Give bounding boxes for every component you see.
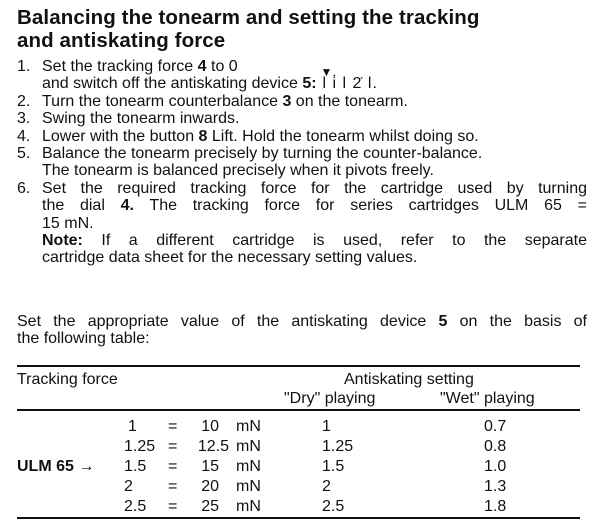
step-number: 1. [17,58,31,75]
header-tracking-force: Tracking force [17,371,118,388]
step-3-line: Swing the tonearm inwards. [42,110,240,128]
cell-wet: 0.7 [484,418,507,435]
cell-force: 2.5 [124,498,147,515]
note-label: Note: [42,232,83,250]
step-6 [17,180,587,267]
step-5-line-2: The tonearm is balanced precisely when it pivots freely. [42,162,434,180]
cell-eq: = [168,458,178,475]
intro-line-1: Set the appropriate value of the antiskating device 5 on the basis of [17,313,587,330]
cell-eq: = [168,498,178,515]
cell-wet: 1.0 [484,458,507,475]
title-line-1: Balancing the tonearm and setting the tracking [17,6,480,29]
cell-eq: = [168,418,178,435]
cell-unit: mN [236,438,261,455]
note-line-2: cartridge data sheet for the necessary setting values. [42,249,418,267]
step-1 [17,58,587,93]
cell-dry: 1.25 [322,438,354,455]
instruction-steps [17,58,587,267]
step-number: 2. [17,92,31,110]
step-6-line-3: 15 mN. [42,214,94,232]
step-number: 3. [17,110,31,128]
step-5 [17,145,587,180]
cell-mn-value: 12.5 [197,438,229,455]
row-label-ulm65: ULM 65 → [17,458,95,475]
title-line-2: and antiskating force [17,29,226,52]
note-line-1: Note: If a different cartridge is used, refer to the separate [42,232,587,250]
step-number: 4. [17,127,31,145]
header-wet-playing: "Wet" playing [440,390,535,407]
cell-eq: = [168,438,178,455]
antiskating-scale-symbol: ▼ l i̇ l 2̇ l. [320,65,378,93]
step-number: 6. [17,179,31,197]
cell-force: 2 [124,478,133,495]
step-3 [17,110,587,127]
cell-dry: 1.5 [322,458,345,475]
cell-mn-value: 25 [201,498,219,515]
section-title [17,6,587,52]
step-5-line-1: Balance the tonearm precisely by turning the counter-balance. [42,145,483,163]
step-6-line-2: the dial 4. The tracking force for series cartridges ULM 65 = [42,197,587,215]
cell-unit: mN [236,478,261,495]
cell-mn-value: 10 [201,418,219,435]
step-1-line-2: and switch off the antiskating device 5: ▼ l i̇ l 2̇ l. [42,65,378,93]
cell-unit: mN [236,418,261,435]
intro-line-2: the following table: [17,330,150,348]
header-dry-playing: "Dry" playing [284,390,376,407]
cell-dry: 1 [322,418,331,435]
cell-unit: mN [236,458,261,475]
step-1-line-1: Set the tracking force 4 to 0 [42,58,238,75]
step-4-line: Lower with the button 8 Lift. Hold the tonearm whilst doing so. [42,127,479,145]
cell-mn-value: 15 [201,458,219,475]
cell-unit: mN [236,498,261,515]
table-header-rule [17,409,580,411]
step-4 [17,128,587,145]
cell-wet: 1.8 [484,498,507,515]
step-number: 5. [17,145,31,163]
pointer-triangle-icon: ▼ [320,65,334,80]
cell-wet: 1.3 [484,478,507,495]
cell-wet: 0.8 [484,438,507,455]
header-antiskating-setting: Antiskating setting [344,371,474,388]
table-intro [17,313,587,348]
cell-mn-value: 20 [201,478,219,495]
cell-force: 1.25 [124,438,156,455]
table-bottom-rule [17,517,580,519]
step-6-line-1: Set the required tracking force for the cartridge used by turning [42,179,587,197]
cell-dry: 2.5 [322,498,345,515]
cell-force: 1.5 [124,458,147,475]
cell-eq: = [168,478,178,495]
step-2-line: Turn the tonearm counterbalance 3 on the tonearm. [42,92,408,110]
table-top-rule [17,365,580,367]
cell-force: 1 [128,418,137,435]
arrow-right-icon: → [78,458,95,475]
cell-dry: 2 [322,478,331,495]
step-2 [17,93,587,110]
